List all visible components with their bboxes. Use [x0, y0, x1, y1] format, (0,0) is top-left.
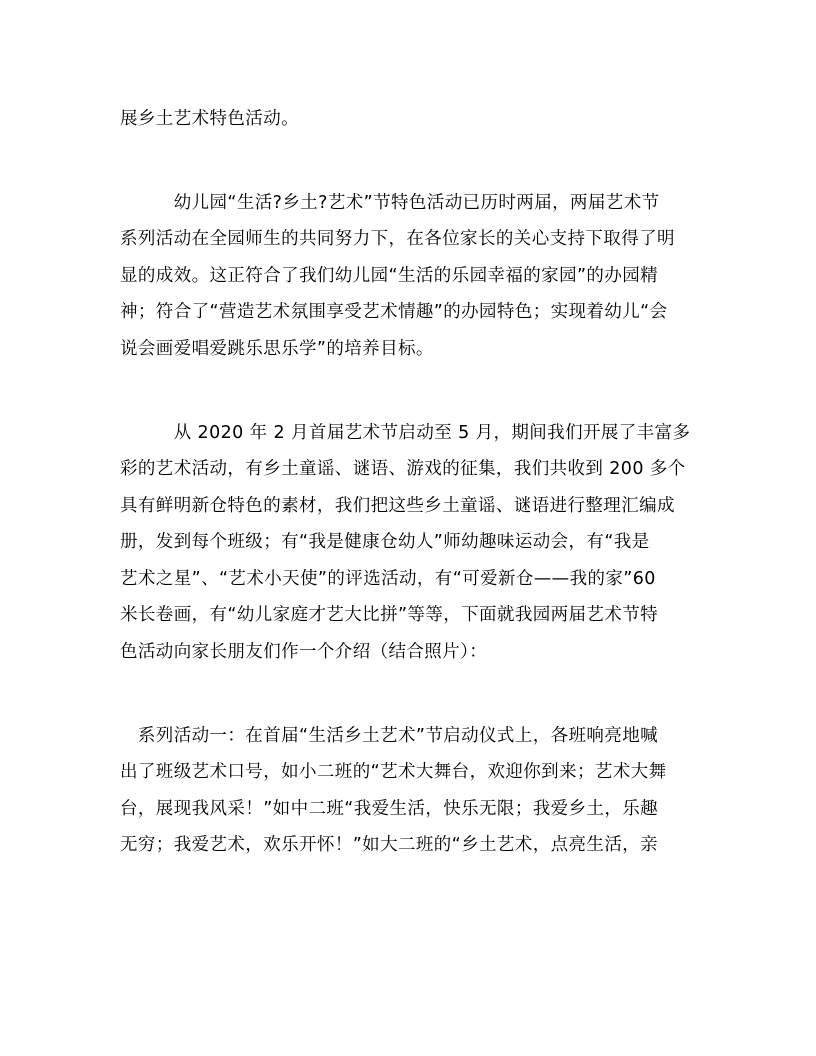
paragraph-2-line-5: 艺术之星”、“艺术小天使”的评选活动，有“可爱新仓——我的家”60 — [120, 569, 656, 589]
paragraph-3-line-4: 无穷；我爱艺术，欢乐开怀！”如大二班的“乡土艺术，点亮生活，亲 — [120, 835, 659, 855]
paragraph-2-line-1: 从 2020 年 2 月首届艺术节启动至 5 月，期间我们开展了丰富多 — [120, 423, 691, 443]
paragraph-2-line-6: 米长卷画，有“幼儿家庭才艺大比拼”等等，下面就我园两届艺术节特 — [120, 605, 659, 625]
paragraph-0-line-1: 展乡土艺术特色活动。 — [120, 109, 299, 129]
paragraph-1-line-5: 说会画爱唱爱跳乐思乐学”的培养目标。 — [120, 339, 434, 359]
paragraph-1-line-3: 显的成效。这正符合了我们幼儿园“生活的乐园幸福的家园”的办园精 — [120, 266, 659, 286]
paragraph-2-line-3: 具有鲜明新仓特色的素材，我们把这些乡土童谣、谜语进行整理汇编成 — [120, 496, 675, 516]
paragraph-3-line-3: 台，展现我风采！”如中二班“我爱生活，快乐无限；我爱乡土，乐趣 — [120, 799, 659, 819]
paragraph-1-line-1: 幼儿园“生活?乡土?艺术”节特色活动已历时两届，两届艺术节 — [120, 193, 660, 213]
paragraph-3-line-2: 出了班级艺术口号，如小二班的“艺术大舞台，欢迎你到来；艺术大舞 — [120, 762, 667, 782]
paragraph-3-line-1: 系列活动一：在首届“生活乡土艺术”节启动仪式上，各班响亮地喊 — [120, 726, 659, 746]
paragraph-1-line-2: 系列活动在全园师生的共同努力下，在各位家长的关心支持下取得了明 — [120, 229, 675, 249]
paragraph-2-line-4: 册，发到每个班级；有“我是健康仓幼人”师幼趣味运动会，有“我是 — [120, 532, 650, 552]
paragraph-1-line-4: 神；符合了“营造艺术氛围享受艺术情趣”的办园特色；实现着幼儿“会 — [120, 302, 668, 322]
paragraph-2-line-7: 色活动向家长朋友们作一个介绍（结合照片）： — [120, 642, 488, 662]
paragraph-2-line-2: 彩的艺术活动，有乡土童谣、谜语、游戏的征集，我们共收到 200 多个 — [120, 459, 686, 479]
